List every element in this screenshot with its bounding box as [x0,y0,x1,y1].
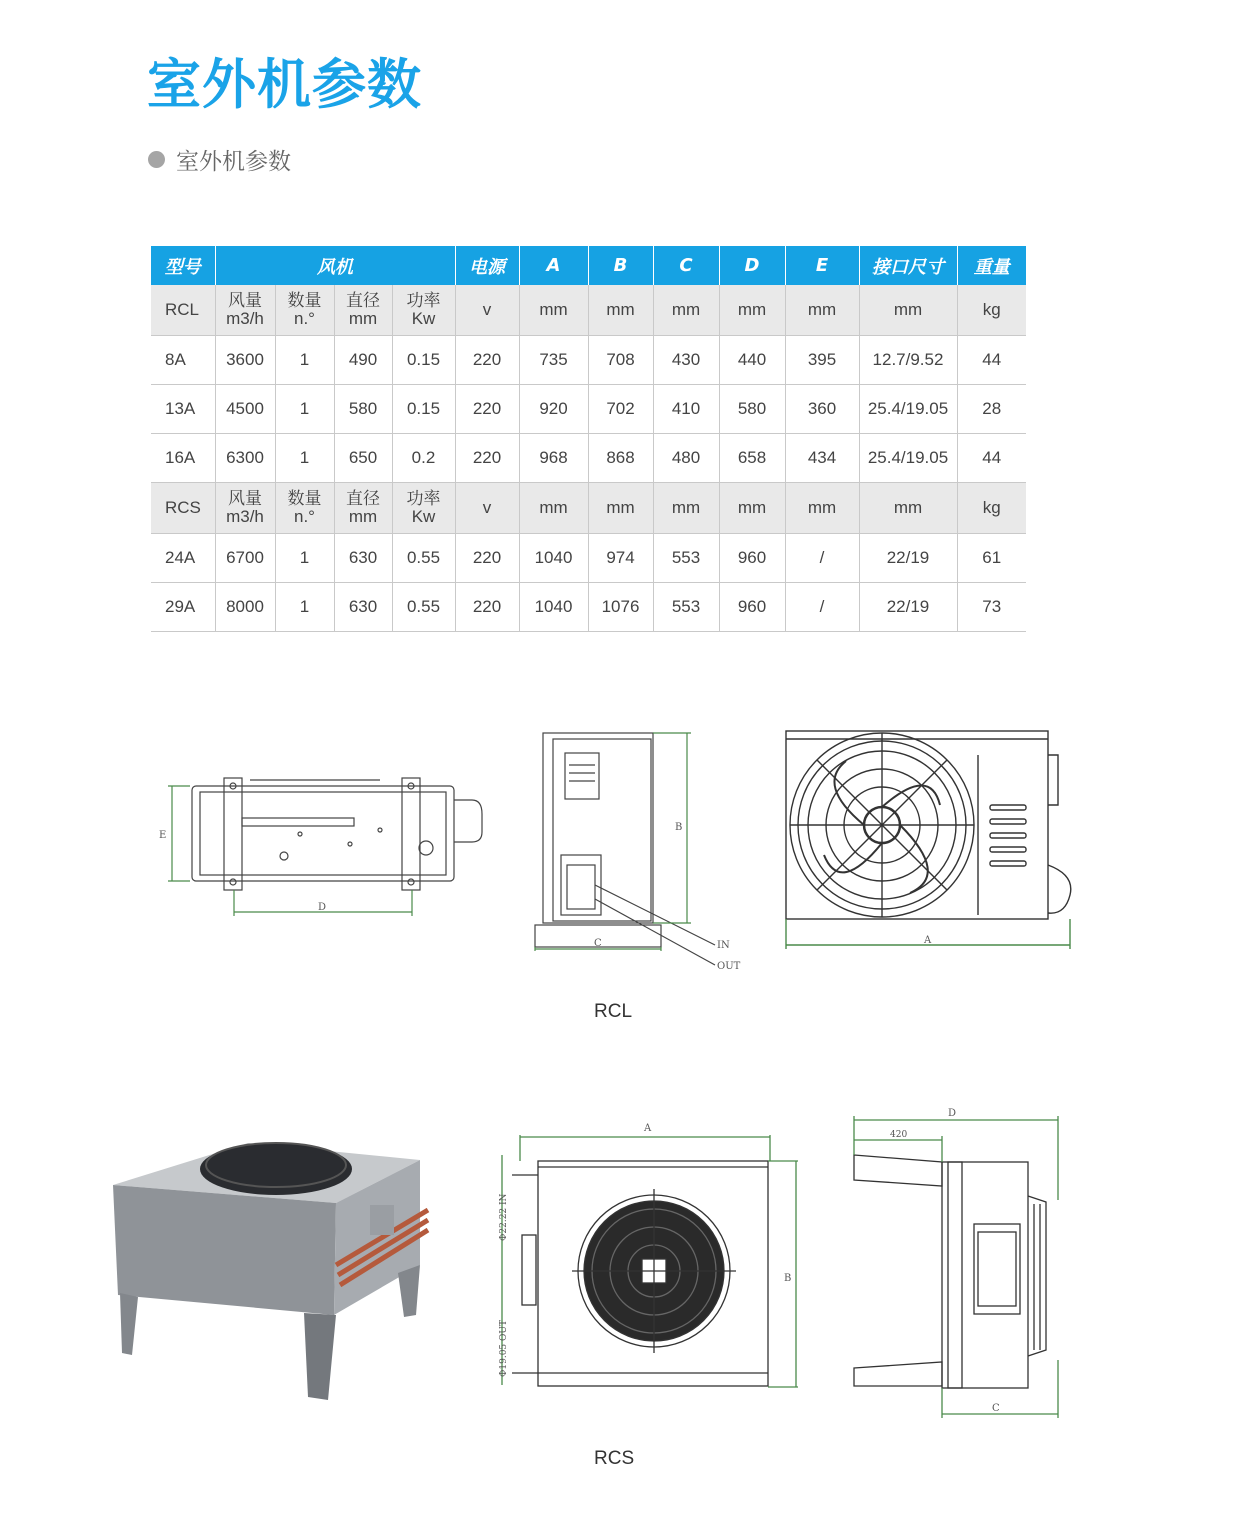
rcl-side-in-label: IN [717,940,730,951]
rcs-front-pipe-out: Φ19.05 OUT [499,1320,509,1377]
header-model: 型号 [151,246,215,285]
table-cell: 395 [785,336,859,385]
table-cell: 220 [455,534,519,583]
table-cell: 440 [719,336,785,385]
table-cell: 410 [653,385,719,434]
rcs-front-pipe-in: Φ22.22 IN [499,1193,509,1241]
table-cell: 6300 [215,434,275,483]
rcl-top-dim-e: E [159,830,167,841]
rcs-side-dim-420: 420 [890,1130,908,1140]
rcl-front-view-drawing [780,725,1080,955]
table-cell: mm [653,285,719,336]
table-cell: kg [957,285,1026,336]
table-cell: 480 [653,434,719,483]
rcl-caption: RCL [594,1001,633,1022]
table-row [151,434,1026,483]
table-cell: 220 [455,434,519,483]
table-cell: 44 [957,336,1026,385]
table-cell: mm [519,285,588,336]
table-cell: 73 [957,583,1026,632]
table-cell: mm [719,285,785,336]
table-cell: 0.15 [392,336,455,385]
model-cell: 13A [151,385,215,434]
table-cell: 8000 [215,583,275,632]
table-cell: 28 [957,385,1026,434]
header-c: C [653,246,719,285]
table-cell: 553 [653,534,719,583]
table-cell: 968 [519,434,588,483]
table-cell: 22/19 [859,534,957,583]
table-cell: 658 [719,434,785,483]
table-cell: 1 [275,534,334,583]
table-cell: 风量 m3/h [215,285,275,336]
table-cell: mm [859,285,957,336]
table-cell: 708 [588,336,653,385]
header-e: E [785,246,859,285]
table-cell: 220 [455,336,519,385]
table-cell: 434 [785,434,859,483]
table-cell: 1 [275,385,334,434]
page-title: 室外机参数 [147,53,422,116]
table-cell: 553 [653,583,719,632]
table-cell: mm [785,483,859,534]
table-cell: 功率 Kw [392,285,455,336]
model-cell: RCS [151,483,215,534]
model-cell: 8A [151,336,215,385]
table-cell: 960 [719,534,785,583]
table-cell: 22/19 [859,583,957,632]
header-power: 电源 [455,246,519,285]
table-unit-row [151,285,1026,336]
table-row [151,385,1026,434]
table-cell: 1040 [519,534,588,583]
table-cell: 风量 m3/h [215,483,275,534]
table-cell: mm [653,483,719,534]
table-cell: / [785,534,859,583]
header-fan: 风机 [215,246,455,285]
table-cell: 974 [588,534,653,583]
table-cell: 1 [275,336,334,385]
header-a: A [519,246,588,285]
table-cell: 360 [785,385,859,434]
table-cell: 0.55 [392,534,455,583]
table-cell: mm [859,483,957,534]
model-cell: 24A [151,534,215,583]
rcl-side-dim-c: C [594,938,602,949]
table-cell: 4500 [215,385,275,434]
table-cell: 功率 Kw [392,483,455,534]
table-cell: 直径 mm [334,483,392,534]
table-cell: 630 [334,534,392,583]
rcs-side-dim-d: D [948,1108,957,1119]
rcl-side-view-drawing [525,725,755,980]
section-subtitle [148,143,291,176]
table-cell: 61 [957,534,1026,583]
model-cell: 29A [151,583,215,632]
bullet-dot-icon [148,151,165,168]
header-weight: 重量 [957,246,1026,285]
table-cell: 220 [455,583,519,632]
rcs-caption: RCS [594,1448,635,1469]
rcs-front-dim-a: A [644,1123,652,1134]
table-cell: 735 [519,336,588,385]
rcs-3d-render [108,1125,438,1405]
table-cell: 数量 n.° [275,285,334,336]
rcl-side-dim-b: B [675,822,683,833]
table-cell: 0.55 [392,583,455,632]
rcs-front-view-drawing [492,1115,812,1395]
table-cell: 920 [519,385,588,434]
table-cell: 630 [334,583,392,632]
rcl-top-dim-d: D [318,902,327,913]
table-row [151,534,1026,583]
header-b: B [588,246,653,285]
header-d: D [719,246,785,285]
rcl-front-dim-a: A [924,935,932,946]
table-cell: 12.7/9.52 [859,336,957,385]
subtitle-text: 室外机参数 [176,149,291,175]
table-cell: 1 [275,434,334,483]
table-cell: 220 [455,385,519,434]
table-row [151,583,1026,632]
table-cell: 1 [275,583,334,632]
rcs-front-dim-b: B [784,1273,792,1284]
table-cell: 580 [719,385,785,434]
table-cell: 430 [653,336,719,385]
model-cell: RCL [151,285,215,336]
table-cell: v [455,483,519,534]
header-connection-size: 接口尺寸 [859,246,957,285]
table-cell: 44 [957,434,1026,483]
model-cell: 16A [151,434,215,483]
rcs-side-view-drawing [848,1100,1068,1425]
table-cell: 0.15 [392,385,455,434]
table-cell: 0.2 [392,434,455,483]
table-unit-row [151,483,1026,534]
table-cell: 702 [588,385,653,434]
table-cell: mm [588,483,653,534]
spec-table [151,246,1026,632]
rcs-side-dim-c: C [992,1403,1000,1414]
table-cell: 650 [334,434,392,483]
table-cell: v [455,285,519,336]
table-cell: / [785,583,859,632]
table-cell: mm [719,483,785,534]
table-cell: 3600 [215,336,275,385]
table-cell: mm [588,285,653,336]
table-cell: 直径 mm [334,285,392,336]
table-cell: 1076 [588,583,653,632]
table-cell: mm [785,285,859,336]
table-cell: 490 [334,336,392,385]
table-cell: kg [957,483,1026,534]
table-cell: 868 [588,434,653,483]
rcl-top-view-drawing [150,770,490,920]
table-cell: 960 [719,583,785,632]
rcl-side-out-label: OUT [717,961,741,972]
table-cell: 6700 [215,534,275,583]
table-cell: 25.4/19.05 [859,434,957,483]
table-header-row [151,246,1026,285]
table-cell: 580 [334,385,392,434]
table-cell: mm [519,483,588,534]
table-cell: 1040 [519,583,588,632]
table-row [151,336,1026,385]
table-cell: 数量 n.° [275,483,334,534]
table-cell: 25.4/19.05 [859,385,957,434]
